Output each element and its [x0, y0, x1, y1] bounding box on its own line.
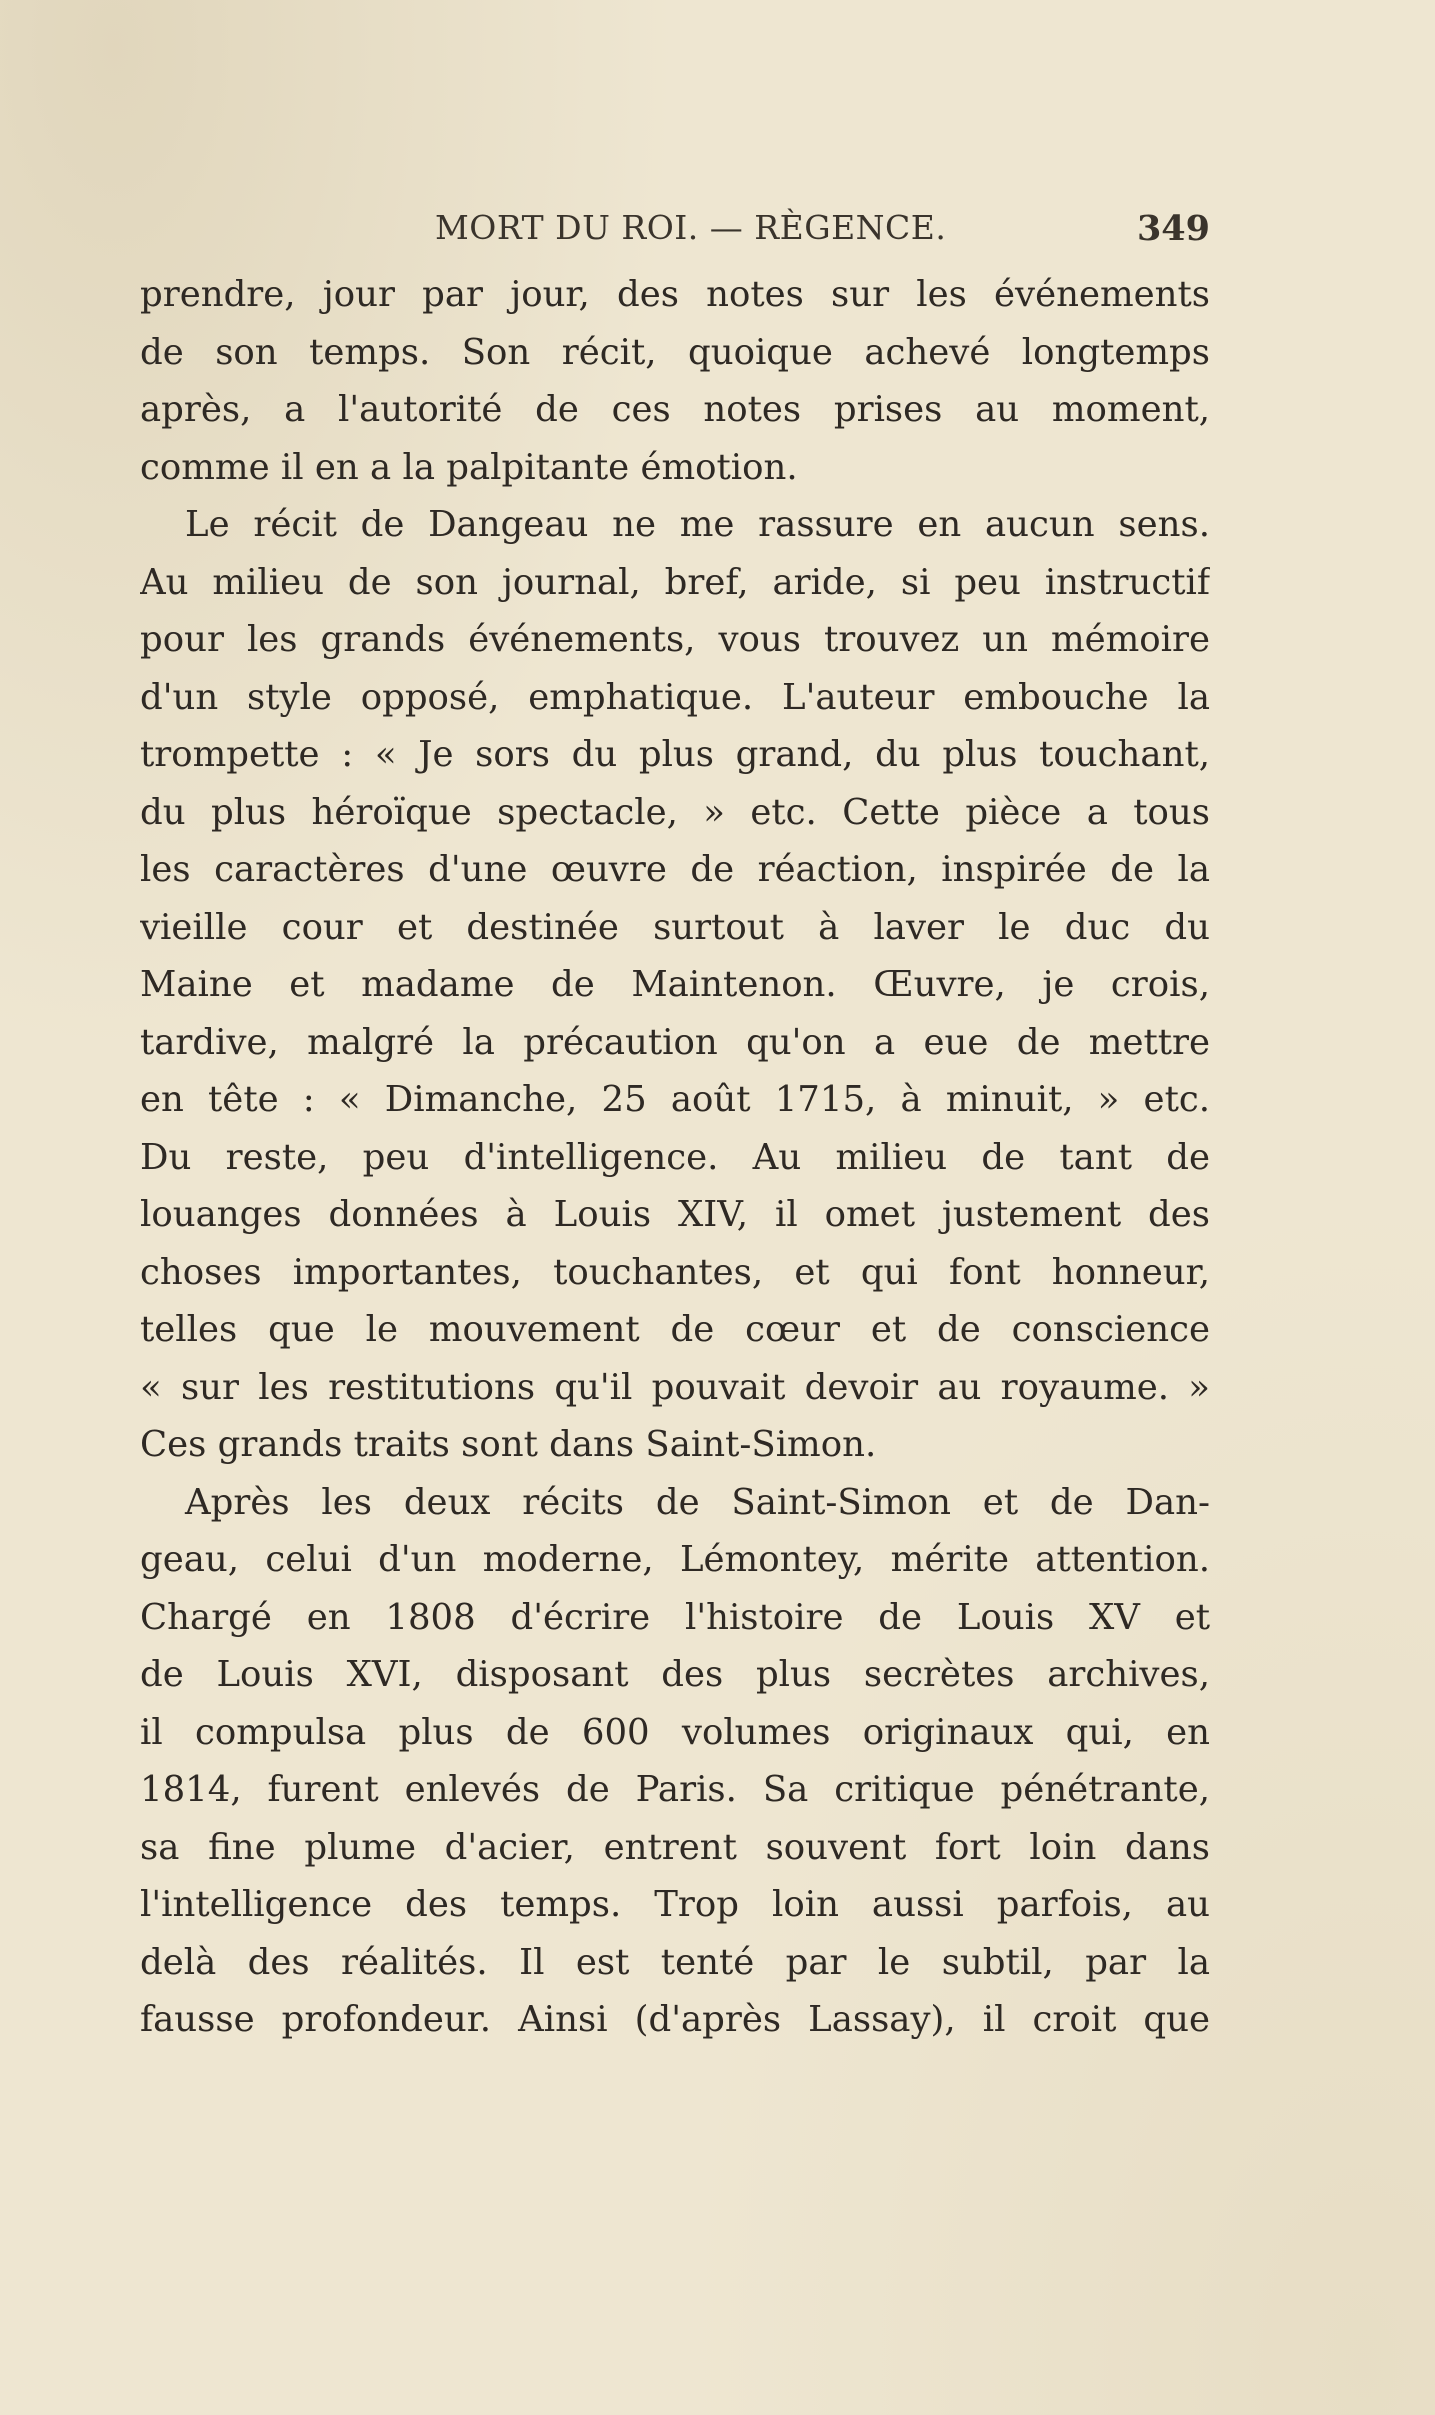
- text-line: Après les deux récits de Saint-Simon et de Dan-: [185, 1481, 1210, 1523]
- text-line: Le récit de Dangeau ne me rassure en aucun sens.: [185, 504, 1210, 545]
- text-line: en tête : « Dimanche, 25 août 1715, à minuit, » etc.: [140, 1079, 1210, 1120]
- text-line: telles que le mouvement de cœur et de conscience: [140, 1309, 1210, 1350]
- text-line: de Louis XVI, disposant des plus secrètes archives,: [140, 1654, 1210, 1695]
- running-head: [140, 208, 1210, 252]
- text-line: pour les grands événements, vous trouvez un mémoire: [140, 619, 1210, 660]
- body-text: [140, 266, 1210, 2049]
- text-line: comme il en a la palpitante émotion.: [140, 446, 798, 488]
- text-line: Au milieu de son journal, bref, aride, si peu instructif: [140, 561, 1210, 603]
- text-line: sa fine plume d'acier, entrent souvent fort loin dans: [140, 1826, 1210, 1868]
- text-line: trompette : « Je sors du plus grand, du plus touchant,: [140, 734, 1210, 775]
- text-line: choses importantes, touchantes, et qui font honneur,: [140, 1251, 1210, 1293]
- text-line: Chargé en 1808 d'écrire l'histoire de Louis XV et: [140, 1596, 1210, 1638]
- text-line: delà des réalités. Il est tenté par le subtil, par la: [140, 1941, 1210, 1983]
- text-line: après, a l'autorité de ces notes prises au moment,: [140, 389, 1210, 430]
- page-number: 349: [1136, 208, 1210, 249]
- text-line: l'intelligence des temps. Trop loin aussi parfois, au: [140, 1884, 1210, 1925]
- text-line: Ces grands traits sont dans Saint-Simon.: [140, 1424, 877, 1465]
- text-line: vieille cour et destinée surtout à laver le duc du: [140, 906, 1210, 948]
- text-line: prendre, jour par jour, des notes sur les événements: [140, 274, 1210, 315]
- text-line: louanges données à Louis XIV, il omet justement des: [140, 1194, 1210, 1235]
- text-line: d'un style opposé, emphatique. L'auteur embouche la: [140, 676, 1210, 718]
- text-line: Du reste, peu d'intelligence. Au milieu de tant de: [140, 1136, 1210, 1178]
- text-line: « sur les restitutions qu'il pouvait devoir au royaume. »: [140, 1366, 1210, 1408]
- text-line: il compulsa plus de 600 volumes originaux qui, en: [140, 1711, 1210, 1753]
- text-line: 1814, furent enlevés de Paris. Sa critique pénétrante,: [140, 1769, 1210, 1810]
- text-line: Maine et madame de Maintenon. Œuvre, je crois,: [140, 964, 1210, 1005]
- text-line: les caractères d'une œuvre de réaction, inspirée de la: [140, 849, 1210, 890]
- text-line: du plus héroïque spectacle, » etc. Cette pièce a tous: [140, 791, 1210, 833]
- text-line: tardive, malgré la précaution qu'on a eue de mettre: [140, 1021, 1210, 1063]
- running-title: MORT DU ROI. — RÈGENCE.: [435, 208, 947, 247]
- text-line: geau, celui d'un moderne, Lémontey, mérite attention.: [140, 1539, 1210, 1580]
- text-line: fausse profondeur. Ainsi (d'après Lassay), il croit que: [140, 1999, 1210, 2040]
- text-line: de son temps. Son récit, quoique achevé longtemps: [140, 331, 1210, 373]
